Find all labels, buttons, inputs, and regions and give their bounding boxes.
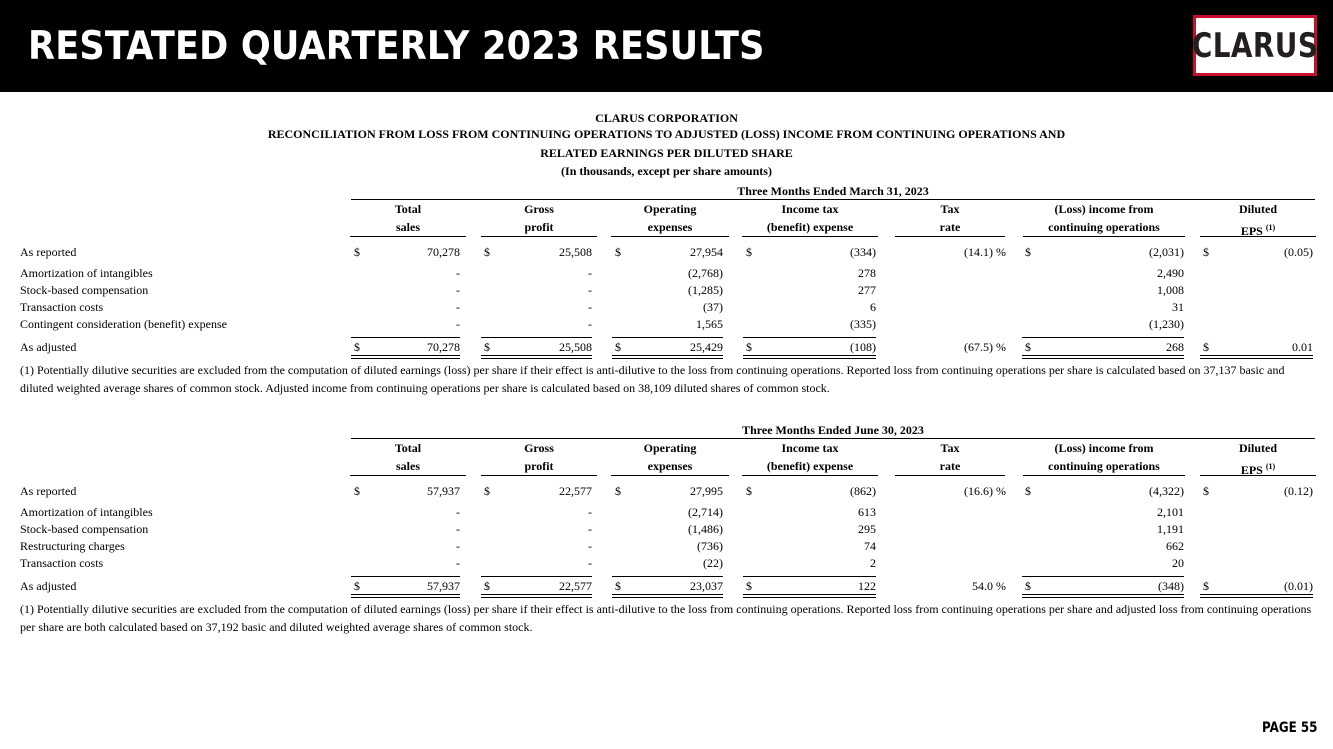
column-subheader [350, 220, 466, 237]
table-cell: 22,577 [559, 579, 592, 593]
total-double-rule [481, 355, 592, 359]
column-subheader [481, 459, 597, 476]
table-cell: - [456, 283, 460, 297]
table-cell: 57,937 [427, 579, 460, 593]
column-subheader [1200, 220, 1316, 237]
table-cell: 295 [858, 522, 876, 536]
column-subheader-text: expenses [647, 220, 693, 234]
subtotal-rule [351, 337, 460, 338]
subtotal-rule [612, 337, 723, 338]
report-heading-3: (In thousands, except per share amounts) [561, 164, 772, 178]
table-cell: 6 [870, 300, 876, 314]
total-double-rule [1022, 355, 1184, 359]
table-cell: (108) [850, 340, 876, 354]
subtotal-rule [743, 576, 876, 577]
page-title: RESTATED QUARTERLY 2023 RESULTS [28, 24, 765, 69]
table-cell: - [456, 539, 460, 553]
table-cell: 27,995 [690, 484, 723, 498]
column-subheader [895, 459, 1005, 476]
column-subheader [611, 459, 729, 476]
table-cell: 57,937 [427, 484, 460, 498]
report-heading-2: RELATED EARNINGS PER DILUTED SHARE [540, 146, 793, 160]
q2-footnote: (1) Potentially dilutive securities are excluded from the computation of diluted earnings (loss) per share if their effect is anti-dilutive to the loss from continuing operations. Reported loss from continuing operations per share and adjusted loss from continuing operations per share are both calculated based on 37,192 basic and diluted weighted average shares of common stock. [20, 602, 1312, 634]
currency-symbol: $ [354, 245, 360, 259]
table-cell: 1,191 [1157, 522, 1184, 536]
table-cell: (1,486) [688, 522, 723, 536]
table-cell: (14.1) % [964, 245, 1006, 259]
total-double-rule [612, 355, 723, 359]
table-cell: 25,508 [559, 245, 592, 259]
currency-symbol: $ [746, 245, 752, 259]
table-cell: (1,285) [688, 283, 723, 297]
currency-symbol: $ [484, 484, 490, 498]
table-cell: 662 [1166, 539, 1184, 553]
row-label: Stock-based compensation [20, 283, 149, 297]
title-banner [0, 0, 1333, 92]
table-cell: - [456, 300, 460, 314]
row-label: Contingent consideration (benefit) expense [20, 317, 227, 331]
currency-symbol: $ [615, 340, 621, 354]
table-cell: 54.0 % [972, 579, 1006, 593]
column-header: (Loss) income from [1054, 441, 1154, 455]
subtotal-rule [743, 337, 876, 338]
table-cell: (348) [1158, 579, 1184, 593]
column-subheader [1023, 459, 1185, 476]
page-number: PAGE 55 [1262, 720, 1318, 736]
subtotal-rule [481, 576, 592, 577]
row-label: Transaction costs [20, 300, 104, 314]
column-subheader-text: continuing operations [1048, 220, 1160, 234]
footnote-marker: (1) [1265, 462, 1276, 471]
currency-symbol: $ [354, 340, 360, 354]
table-cell: 23,037 [690, 579, 723, 593]
row-label: Transaction costs [20, 556, 104, 570]
column-header: Operating [643, 441, 697, 455]
table-cell: 278 [858, 266, 876, 280]
table-cell: 1,565 [696, 317, 723, 331]
column-header: Tax [940, 441, 960, 455]
column-subheader-text: rate [939, 459, 961, 473]
table-cell: (22) [703, 556, 723, 570]
table-cell: (1,230) [1149, 317, 1184, 331]
column-subheader-text: rate [939, 220, 961, 234]
currency-symbol: $ [746, 579, 752, 593]
currency-symbol: $ [615, 579, 621, 593]
total-double-rule [481, 594, 592, 598]
table-cell: (2,714) [688, 505, 723, 519]
column-header: Total [394, 441, 422, 455]
subtotal-rule [1022, 337, 1184, 338]
table-cell: 25,508 [559, 340, 592, 354]
period-title: Three Months Ended March 31, 2023 [351, 183, 1315, 200]
currency-symbol: $ [615, 484, 621, 498]
currency-symbol: $ [1025, 484, 1031, 498]
row-label: As adjusted [20, 579, 77, 593]
table-cell: - [456, 556, 460, 570]
table-cell: - [588, 539, 592, 553]
table-cell: - [456, 317, 460, 331]
table-cell: - [588, 266, 592, 280]
table-cell: - [456, 266, 460, 280]
table-cell: 31 [1172, 300, 1184, 314]
column-header: Diluted [1238, 202, 1277, 216]
table-cell: 22,577 [559, 484, 592, 498]
column-subheader [611, 220, 729, 237]
row-label: As adjusted [20, 340, 77, 354]
total-double-rule [351, 355, 460, 359]
clarus-logo [1193, 15, 1317, 76]
table-cell: (334) [850, 245, 876, 259]
column-subheader [350, 459, 466, 476]
table-cell: - [456, 505, 460, 519]
table-cell: (0.01) [1284, 579, 1313, 593]
column-header: Gross [524, 202, 554, 216]
table-cell: - [588, 317, 592, 331]
table-cell: 122 [858, 579, 876, 593]
currency-symbol: $ [484, 579, 490, 593]
currency-symbol: $ [615, 245, 621, 259]
table-cell: (37) [703, 300, 723, 314]
table-cell: (16.6) % [964, 484, 1006, 498]
column-header: Tax [940, 202, 960, 216]
column-header: Income tax [781, 202, 839, 216]
total-double-rule [612, 594, 723, 598]
currency-symbol: $ [484, 340, 490, 354]
currency-symbol: $ [1203, 245, 1209, 259]
currency-symbol: $ [484, 245, 490, 259]
column-subheader [742, 459, 878, 476]
column-subheader [1200, 459, 1316, 476]
table-cell: - [588, 522, 592, 536]
total-double-rule [1200, 594, 1313, 598]
column-subheader [742, 220, 878, 237]
total-double-rule [1200, 355, 1313, 359]
report-heading-1: RECONCILIATION FROM LOSS FROM CONTINUING OPERATIONS TO ADJUSTED (LOSS) INCOME FROM CONTINUING OPERATIONS AND [267, 127, 1066, 141]
table-cell: 20 [1172, 556, 1184, 570]
table-cell: (4,322) [1149, 484, 1184, 498]
column-subheader-text: (benefit) expense [766, 220, 854, 234]
column-header: Total [394, 202, 422, 216]
total-double-rule [743, 594, 876, 598]
table-cell: (0.05) [1284, 245, 1313, 259]
table-cell: 70,278 [427, 340, 460, 354]
row-label: Amortization of intangibles [20, 505, 153, 519]
table-cell: 1,008 [1157, 283, 1184, 297]
currency-symbol: $ [1025, 340, 1031, 354]
table-cell: 70,278 [427, 245, 460, 259]
table-cell: 268 [1166, 340, 1184, 354]
table-cell: 613 [858, 505, 876, 519]
table-cell: 0.01 [1292, 340, 1313, 354]
subtotal-rule [351, 576, 460, 577]
column-subheader-text: EPS [1240, 224, 1263, 238]
currency-symbol: $ [354, 484, 360, 498]
column-subheader [895, 220, 1005, 237]
currency-symbol: $ [746, 340, 752, 354]
table-cell: 74 [864, 539, 876, 553]
logo-text: CLARUS [1191, 25, 1319, 66]
column-header: Operating [643, 202, 697, 216]
column-subheader-text: expenses [647, 459, 693, 473]
table-cell: 2,101 [1157, 505, 1184, 519]
row-label: Amortization of intangibles [20, 266, 153, 280]
subtotal-rule [1022, 576, 1184, 577]
table-cell: 2,490 [1157, 266, 1184, 280]
table-cell: (736) [697, 539, 723, 553]
company-name: CLARUS CORPORATION [595, 111, 738, 125]
column-subheader-text: continuing operations [1048, 459, 1160, 473]
table-cell: (0.12) [1284, 484, 1313, 498]
currency-symbol: $ [1203, 484, 1209, 498]
subtotal-rule [612, 576, 723, 577]
column-header: Diluted [1238, 441, 1277, 455]
currency-symbol: $ [354, 579, 360, 593]
currency-symbol: $ [1203, 340, 1209, 354]
total-double-rule [743, 355, 876, 359]
currency-symbol: $ [1025, 245, 1031, 259]
column-subheader-text: profit [524, 220, 554, 234]
total-double-rule [1022, 594, 1184, 598]
column-header: Income tax [781, 441, 839, 455]
column-subheader [481, 220, 597, 237]
table-cell: - [588, 283, 592, 297]
subtotal-rule [481, 337, 592, 338]
table-cell: - [588, 556, 592, 570]
table-cell: (2,031) [1149, 245, 1184, 259]
table-cell: - [456, 522, 460, 536]
table-cell: (862) [850, 484, 876, 498]
currency-symbol: $ [746, 484, 752, 498]
column-header: Gross [524, 441, 554, 455]
currency-symbol: $ [1203, 579, 1209, 593]
footnote-marker: (1) [1265, 223, 1276, 232]
table-cell: 25,429 [690, 340, 723, 354]
column-subheader-text: sales [396, 459, 420, 473]
column-subheader-text: EPS [1240, 463, 1263, 477]
row-label: As reported [20, 484, 77, 498]
total-double-rule [351, 594, 460, 598]
table-cell: 277 [858, 283, 876, 297]
row-label: As reported [20, 245, 77, 259]
currency-symbol: $ [1025, 579, 1031, 593]
table-cell: (335) [850, 317, 876, 331]
column-subheader-text: (benefit) expense [766, 459, 854, 473]
row-label: Restructuring charges [20, 539, 125, 553]
table-cell: (2,768) [688, 266, 723, 280]
column-header: (Loss) income from [1054, 202, 1154, 216]
q1-footnote: (1) Potentially dilutive securities are excluded from the computation of diluted earnings (loss) per share if their effect is anti-dilutive to the loss from continuing operations. Reported loss from continuing operations per share is calculated based on 37,137 basic and diluted weighted average shares of common stock. Adjusted income from continuing operations per share is calculated based on 38,109 diluted shares of common stock. [20, 363, 1285, 395]
table-cell: 27,954 [690, 245, 723, 259]
table-cell: - [588, 505, 592, 519]
row-label: Stock-based compensation [20, 522, 149, 536]
table-cell: - [588, 300, 592, 314]
column-subheader-text: sales [396, 220, 420, 234]
table-cell: 2 [870, 556, 876, 570]
period-title: Three Months Ended June 30, 2023 [351, 422, 1315, 439]
table-cell: (67.5) % [964, 340, 1006, 354]
column-subheader [1023, 220, 1185, 237]
column-subheader-text: profit [524, 459, 554, 473]
